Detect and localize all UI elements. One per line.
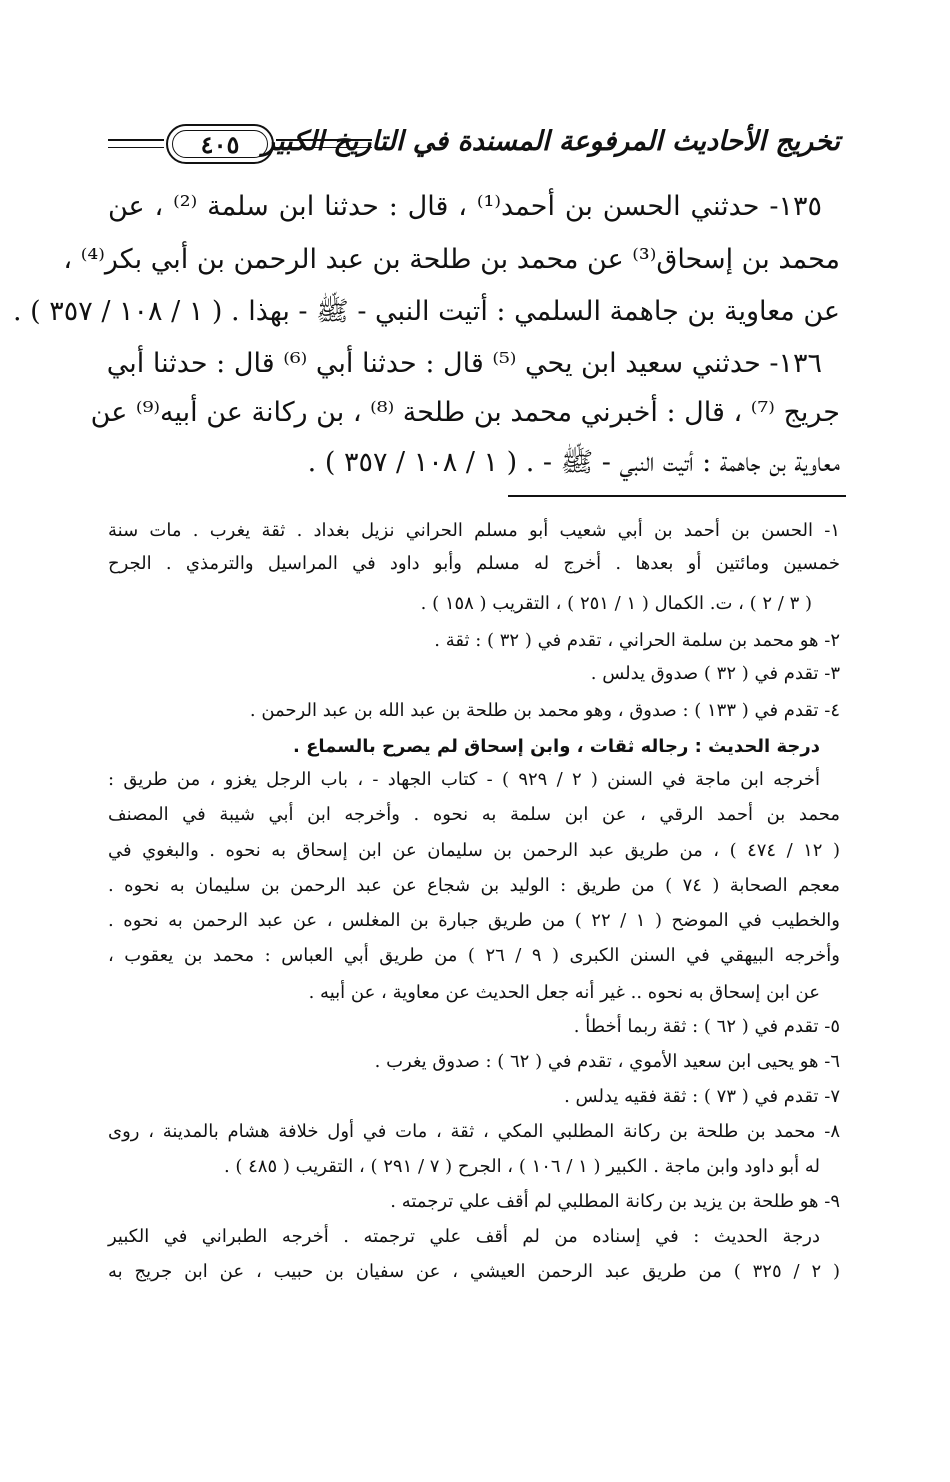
footnote-4: ٤- تقدم في ( ١٣٣ ) : صدوق ، وهو محمد بن طلحة بن عبد الله بن عبد الرحمن . — [249, 700, 840, 721]
hadith-135-line-1: ١٣٥- حدثني الحسن بن أحمد⁽¹⁾ ، قال : حدثنا ابن سلمة ⁽²⁾ ، عن — [108, 191, 822, 222]
footnote-separator — [508, 495, 846, 497]
takhrij-135-line-6: وأخرجه البيهقي في السنن الكبرى ( ٩ / ٢٦ ) من طريق أبي العباس : محمد بن يعقوب ، — [108, 945, 840, 966]
footnote-1-line-1: ١- الحسن بن أحمد بن أبي شعيب أبو مسلم الحراني نزيل بغداد . ثقة يغرب . مات سنة — [108, 520, 840, 541]
page-number-badge — [166, 124, 274, 164]
footnote-9: ٩- هو طلحة بن يزيد بن ركانة المطلبي لم أقف علي ترجمته . — [390, 1191, 840, 1212]
footnote-8-line-2: له أبو داود وابن ماجة . الكبير ( ١ / ١٠٦ ) ، الجرح ( ٧ / ٢٩١ ) ، التقريب ( ٤٨٥ ) . — [223, 1156, 820, 1177]
header-rule-left — [108, 139, 164, 141]
footnote-1-line-3: ( ٣ / ٢ ) ، ت. الكمال ( ١ / ٢٥١ ) ، التقريب ( ١٥٨ ) . — [420, 593, 812, 614]
footnote-3: ٣- تقدم في ( ٣٢ ) صدوق يدلس . — [590, 663, 840, 684]
header-rule-left-thin — [108, 147, 164, 148]
page-number: ٤٠٥ — [200, 129, 240, 159]
footnote-8-line-1: ٨- محمد بن طلحة بن ركانة المطلبي المكي ، ثقة ، مات في أول خلافة هشام بالمدينة ، روى — [108, 1121, 840, 1142]
takhrij-135-line-7: عن ابن إسحاق به نحوه .. غير أنه جعل الحديث عن معاوية ، عن أبيه . — [308, 982, 820, 1003]
hadith-grade-135-heading: درجة الحديث : رجاله ثقات ، وابن إسحاق لم يصرح بالسماع . — [292, 736, 820, 757]
takhrij-135-line-5: والخطيب في الموضح ( ١ / ٢٢ ) من طريق جبارة بن المغلس ، عن عبد الرحمن به نحوه . — [108, 910, 841, 931]
header-rule-right — [276, 139, 372, 141]
hadith-grade-136-line-1: درجة الحديث : في إسناده من لم أقف علي ترجمته . أخرجه الطبراني في الكبير — [108, 1226, 820, 1247]
running-title: تخريج الأحاديث المرفوعة المسندة في التاريخ الكبير — [262, 126, 840, 157]
footnote-7: ٧- تقدم في ( ٧٣ ) : ثقة فقيه يدلس . — [564, 1086, 840, 1107]
hadith-135-line-2: محمد بن إسحاق⁽³⁾ عن محمد بن طلحة بن عبد الرحمن بن أبي بكر⁽⁴⁾ ، — [63, 244, 840, 275]
takhrij-135-line-2: محمد بن أحمد الرقي ، عن ابن سلمة به نحوه . وأخرجه ابن أبي شيبة في المصنف — [108, 804, 840, 825]
footnote-5: ٥- تقدم في ( ٦٢ ) : ثقة ربما أخطأ . — [573, 1016, 840, 1037]
takhrij-135-line-4: معجم الصحابة ( ٧٤ ) من طريق : الوليد بن شجاع عن عبد الرحمن بن سليمان به نحوه . — [108, 875, 840, 896]
footnote-6: ٦- هو يحيى ابن سعيد الأموي ، تقدم في ( ٦٢ ) : صدوق يغرب . — [374, 1051, 840, 1072]
hadith-135-line-3: عن معاوية بن جاهمة السلمي : أتيت النبي - ﷺ - بهذا . ( ١ / ١٠٨ / ٣٥٧ ) . — [12, 296, 840, 327]
hadith-136-line-2: جريج ⁽⁷⁾ ، قال : أخبرني محمد بن طلحة ⁽⁸⁾ ، بن ركانة عن أبيه⁽⁹⁾ عن — [90, 397, 840, 428]
hadith-136-line-1: ١٣٦- حدثني سعيد ابن يحي ⁽⁵⁾ قال : حدثنا أبي ⁽⁶⁾ قال : حدثنا أبي — [106, 348, 822, 379]
header-rule-right-thin — [276, 147, 372, 148]
hadith-136-line-3: معاوية بن جاهمة : أتيت النبي - ﷺ - . ( ١ / ١٠٨ / ٣٥٧ ) . — [307, 447, 840, 478]
footnote-1-line-2: خمسين ومائتين أو بعدها . أخرج له مسلم وأبو داود في المراسيل والترمذي . الجرح — [108, 553, 840, 574]
hadith-grade-136-line-2: ( ٢ / ٣٢٥ ) من طريق عبد الرحمن العيشي ، عن سفيان بن حبيب ، عن ابن جريج به — [108, 1261, 841, 1282]
takhrij-135-line-3: ( ١٢ / ٤٧٤ ) ، من طريق عبد الرحمن بن سليمان عن ابن إسحاق به نحوه . والبغوي في — [108, 840, 840, 861]
footnote-2: ٢- هو محمد بن سلمة الحراني ، تقدم في ( ٣٢ ) : ثقة . — [434, 630, 840, 651]
takhrij-135-line-1: أخرجه ابن ماجة في السنن ( ٢ / ٩٢٩ ) - كتاب الجهاد - ، باب الرجل يغزو ، من طريق : — [108, 769, 821, 790]
